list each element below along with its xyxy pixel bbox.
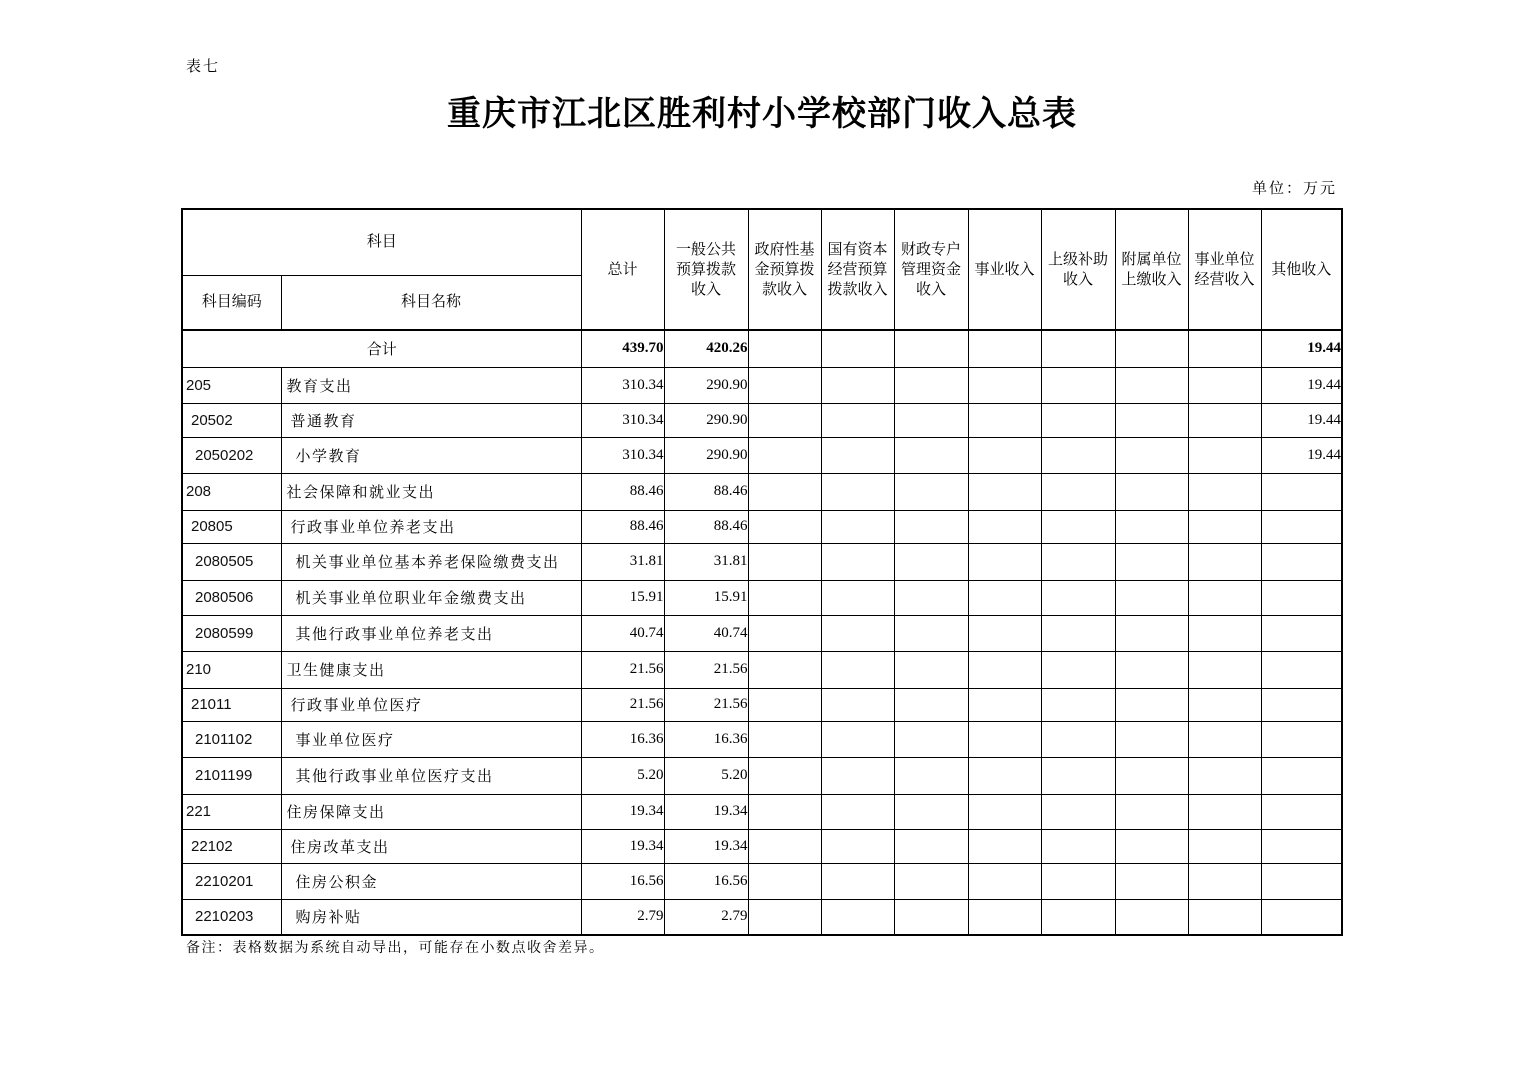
value-cell (1041, 899, 1115, 935)
value-cell (894, 473, 968, 510)
value-cell (1188, 829, 1261, 863)
value-cell (1115, 688, 1188, 721)
value-cell (968, 615, 1041, 651)
page-title: 重庆市江北区胜利村小学校部门收入总表 (447, 96, 1077, 133)
value-cell (1115, 437, 1188, 473)
value-cell (1261, 794, 1342, 829)
value-cell (894, 899, 968, 935)
value-cell (968, 580, 1041, 615)
value-cell (1041, 510, 1115, 543)
value-cell: 88.46 (664, 473, 748, 510)
value-cell: 290.90 (664, 367, 748, 403)
value-cell: 19.34 (664, 794, 748, 829)
subject-code-cell: 21011 (182, 688, 281, 721)
value-cell (894, 367, 968, 403)
value-cell (748, 367, 821, 403)
value-cell (748, 651, 821, 688)
value-cell (1188, 651, 1261, 688)
value-cell (1041, 580, 1115, 615)
col-header-fiscal-special: 财政专户 管理资金 收入 (894, 209, 968, 330)
value-cell (1115, 863, 1188, 899)
col-header-total: 总计 (581, 209, 664, 330)
subject-name-cell: 购房补贴 (281, 899, 581, 935)
subject-code-cell: 2050202 (182, 437, 281, 473)
value-cell (748, 688, 821, 721)
value-cell (748, 721, 821, 757)
total-row (182, 330, 1342, 367)
value-cell (1188, 794, 1261, 829)
subject-name-cell: 事业单位医疗 (281, 721, 581, 757)
value-cell: 21.56 (664, 651, 748, 688)
table-row (182, 899, 1342, 935)
total-cell (1115, 330, 1188, 367)
value-cell (1041, 863, 1115, 899)
value-cell (748, 403, 821, 437)
subject-code-cell: 221 (182, 794, 281, 829)
value-cell (1261, 899, 1342, 935)
col-header-other-income: 其他收入 (1261, 209, 1342, 330)
total-cell: 19.44 (1261, 330, 1342, 367)
value-cell (1188, 863, 1261, 899)
value-cell (821, 510, 894, 543)
table-row (182, 473, 1342, 510)
table-row (182, 829, 1342, 863)
col-header-business-operating: 事业单位 经营收入 (1188, 209, 1261, 330)
value-cell (821, 543, 894, 580)
value-cell (1261, 580, 1342, 615)
value-cell (748, 863, 821, 899)
value-cell: 290.90 (664, 437, 748, 473)
value-cell: 310.34 (581, 437, 664, 473)
value-cell (1041, 688, 1115, 721)
value-cell (1115, 899, 1188, 935)
table-row (182, 721, 1342, 757)
value-cell (1188, 580, 1261, 615)
subject-name-cell: 机关事业单位职业年金缴费支出 (281, 580, 581, 615)
value-cell (1115, 403, 1188, 437)
value-cell (894, 651, 968, 688)
value-cell (894, 615, 968, 651)
total-cell (1041, 330, 1115, 367)
value-cell (1261, 688, 1342, 721)
value-cell (968, 899, 1041, 935)
value-cell (1115, 829, 1188, 863)
value-cell: 31.81 (664, 543, 748, 580)
subject-name-cell: 其他行政事业单位医疗支出 (281, 757, 581, 794)
header-row (182, 209, 1342, 275)
value-cell (894, 863, 968, 899)
revenue-table (181, 208, 1343, 936)
value-cell (968, 829, 1041, 863)
value-cell (894, 437, 968, 473)
total-cell (1188, 330, 1261, 367)
subject-code-cell: 20502 (182, 403, 281, 437)
value-cell (748, 437, 821, 473)
value-cell (1115, 580, 1188, 615)
value-cell (1188, 615, 1261, 651)
value-cell (821, 794, 894, 829)
value-cell (1188, 721, 1261, 757)
value-cell (748, 899, 821, 935)
subject-code-cell: 20805 (182, 510, 281, 543)
value-cell (821, 651, 894, 688)
value-cell (968, 688, 1041, 721)
col-header-general-budget: 一般公共 预算拨款 收入 (664, 209, 748, 330)
total-cell: 439.70 (581, 330, 664, 367)
value-cell (821, 688, 894, 721)
value-cell (968, 437, 1041, 473)
subject-name-cell: 行政事业单位医疗 (281, 688, 581, 721)
table-row (182, 543, 1342, 580)
value-cell (1041, 543, 1115, 580)
total-cell: 420.26 (664, 330, 748, 367)
table-row (182, 615, 1342, 651)
subject-name-cell: 普通教育 (281, 403, 581, 437)
value-cell (748, 510, 821, 543)
value-cell (748, 473, 821, 510)
value-cell (1041, 437, 1115, 473)
table-row (182, 437, 1342, 473)
value-cell: 21.56 (664, 688, 748, 721)
table-row (182, 863, 1342, 899)
value-cell (894, 688, 968, 721)
value-cell: 16.36 (581, 721, 664, 757)
col-header-gov-fund: 政府性基 金预算拨 款收入 (748, 209, 821, 330)
value-cell: 19.44 (1261, 403, 1342, 437)
value-cell: 21.56 (581, 688, 664, 721)
subject-name-cell: 卫生健康支出 (281, 651, 581, 688)
value-cell (1188, 367, 1261, 403)
value-cell (1188, 543, 1261, 580)
value-cell (821, 580, 894, 615)
value-cell: 19.44 (1261, 437, 1342, 473)
value-cell (821, 757, 894, 794)
value-cell (821, 829, 894, 863)
subject-name-cell: 社会保障和就业支出 (281, 473, 581, 510)
value-cell: 290.90 (664, 403, 748, 437)
total-cell (894, 330, 968, 367)
table-row (182, 367, 1342, 403)
value-cell (894, 794, 968, 829)
total-cell (748, 330, 821, 367)
value-cell (1115, 651, 1188, 688)
value-cell (1041, 403, 1115, 437)
value-cell: 310.34 (581, 403, 664, 437)
value-cell (1261, 757, 1342, 794)
value-cell (821, 473, 894, 510)
total-label: 合计 (182, 330, 581, 367)
value-cell (1041, 829, 1115, 863)
subject-code-cell: 2210201 (182, 863, 281, 899)
value-cell (894, 721, 968, 757)
total-cell (821, 330, 894, 367)
value-cell (1115, 757, 1188, 794)
value-cell: 88.46 (581, 473, 664, 510)
subject-code-cell: 208 (182, 473, 281, 510)
value-cell (748, 615, 821, 651)
col-header-superior-subsidy: 上级补助 收入 (1041, 209, 1115, 330)
value-cell (1115, 543, 1188, 580)
subject-name-cell: 机关事业单位基本养老保险缴费支出 (281, 543, 581, 580)
value-cell (821, 367, 894, 403)
value-cell: 2.79 (581, 899, 664, 935)
value-cell (1188, 473, 1261, 510)
value-cell (894, 403, 968, 437)
value-cell: 2.79 (664, 899, 748, 935)
value-cell (1115, 615, 1188, 651)
value-cell: 19.44 (1261, 367, 1342, 403)
value-cell: 21.56 (581, 651, 664, 688)
value-cell (821, 863, 894, 899)
value-cell (968, 510, 1041, 543)
subject-code-cell: 2080599 (182, 615, 281, 651)
value-cell: 15.91 (664, 580, 748, 615)
table-row (182, 688, 1342, 721)
value-cell: 310.34 (581, 367, 664, 403)
col-header-affiliated-unit: 附属单位 上缴收入 (1115, 209, 1188, 330)
value-cell (748, 794, 821, 829)
subject-name-cell: 住房公积金 (281, 863, 581, 899)
value-cell: 31.81 (581, 543, 664, 580)
value-cell (968, 367, 1041, 403)
subject-name-cell: 行政事业单位养老支出 (281, 510, 581, 543)
value-cell (1041, 473, 1115, 510)
value-cell (1115, 510, 1188, 543)
value-cell: 16.56 (664, 863, 748, 899)
value-cell (821, 899, 894, 935)
value-cell: 16.36 (664, 721, 748, 757)
value-cell (1115, 473, 1188, 510)
value-cell (748, 580, 821, 615)
table-row (182, 757, 1342, 794)
value-cell (968, 863, 1041, 899)
value-cell (1261, 721, 1342, 757)
subject-header: 科目 (182, 209, 581, 275)
value-cell: 5.20 (664, 757, 748, 794)
table-label: 表七 (186, 59, 221, 75)
subject-name-cell: 住房改革支出 (281, 829, 581, 863)
value-cell (1188, 757, 1261, 794)
value-cell (968, 757, 1041, 794)
value-cell (821, 403, 894, 437)
value-cell (1041, 794, 1115, 829)
value-cell (968, 721, 1041, 757)
subject-code-cell: 2210203 (182, 899, 281, 935)
value-cell: 40.74 (664, 615, 748, 651)
value-cell (1261, 510, 1342, 543)
subject-code-cell: 2080506 (182, 580, 281, 615)
table-row (182, 510, 1342, 543)
value-cell (748, 543, 821, 580)
value-cell: 19.34 (664, 829, 748, 863)
subject-code-header: 科目编码 (182, 275, 281, 330)
subject-code-cell: 210 (182, 651, 281, 688)
value-cell (1261, 829, 1342, 863)
subject-name-header: 科目名称 (281, 275, 581, 330)
value-cell (748, 829, 821, 863)
subject-code-cell: 2080505 (182, 543, 281, 580)
table-row (182, 794, 1342, 829)
subject-name-cell: 小学教育 (281, 437, 581, 473)
value-cell (1261, 543, 1342, 580)
value-cell (894, 829, 968, 863)
value-cell: 5.20 (581, 757, 664, 794)
table-row (182, 651, 1342, 688)
subject-name-cell: 住房保障支出 (281, 794, 581, 829)
subject-code-cell: 22102 (182, 829, 281, 863)
footnote: 备注：表格数据为系统自动导出，可能存在小数点收舍差异。 (186, 941, 605, 956)
subject-code-cell: 2101199 (182, 757, 281, 794)
value-cell (1188, 403, 1261, 437)
value-cell (821, 437, 894, 473)
subject-name-cell: 教育支出 (281, 367, 581, 403)
col-header-state-capital: 国有资本 经营预算 拨款收入 (821, 209, 894, 330)
value-cell: 88.46 (664, 510, 748, 543)
value-cell (894, 757, 968, 794)
value-cell (968, 543, 1041, 580)
value-cell (1188, 688, 1261, 721)
value-cell: 15.91 (581, 580, 664, 615)
value-cell (1041, 757, 1115, 794)
value-cell: 40.74 (581, 615, 664, 651)
value-cell (1041, 615, 1115, 651)
subject-code-cell: 2101102 (182, 721, 281, 757)
value-cell (1041, 651, 1115, 688)
value-cell (1261, 651, 1342, 688)
table-row (182, 580, 1342, 615)
value-cell (1261, 473, 1342, 510)
value-cell (1188, 437, 1261, 473)
table-row (182, 403, 1342, 437)
value-cell (894, 510, 968, 543)
value-cell (1115, 721, 1188, 757)
value-cell (968, 473, 1041, 510)
value-cell (1188, 899, 1261, 935)
value-cell (748, 757, 821, 794)
value-cell: 19.34 (581, 829, 664, 863)
value-cell (968, 794, 1041, 829)
col-header-business-income: 事业收入 (968, 209, 1041, 330)
value-cell (1188, 510, 1261, 543)
value-cell (821, 615, 894, 651)
value-cell (1261, 863, 1342, 899)
value-cell (1041, 367, 1115, 403)
value-cell (1115, 367, 1188, 403)
total-cell (968, 330, 1041, 367)
unit-label: 单位：万元 (1251, 181, 1337, 197)
value-cell (894, 580, 968, 615)
value-cell (1115, 794, 1188, 829)
value-cell (1041, 721, 1115, 757)
value-cell (894, 543, 968, 580)
value-cell: 16.56 (581, 863, 664, 899)
subject-code-cell: 205 (182, 367, 281, 403)
subject-name-cell: 其他行政事业单位养老支出 (281, 615, 581, 651)
value-cell (1261, 615, 1342, 651)
value-cell (821, 721, 894, 757)
value-cell: 19.34 (581, 794, 664, 829)
value-cell: 88.46 (581, 510, 664, 543)
value-cell (968, 403, 1041, 437)
value-cell (968, 651, 1041, 688)
